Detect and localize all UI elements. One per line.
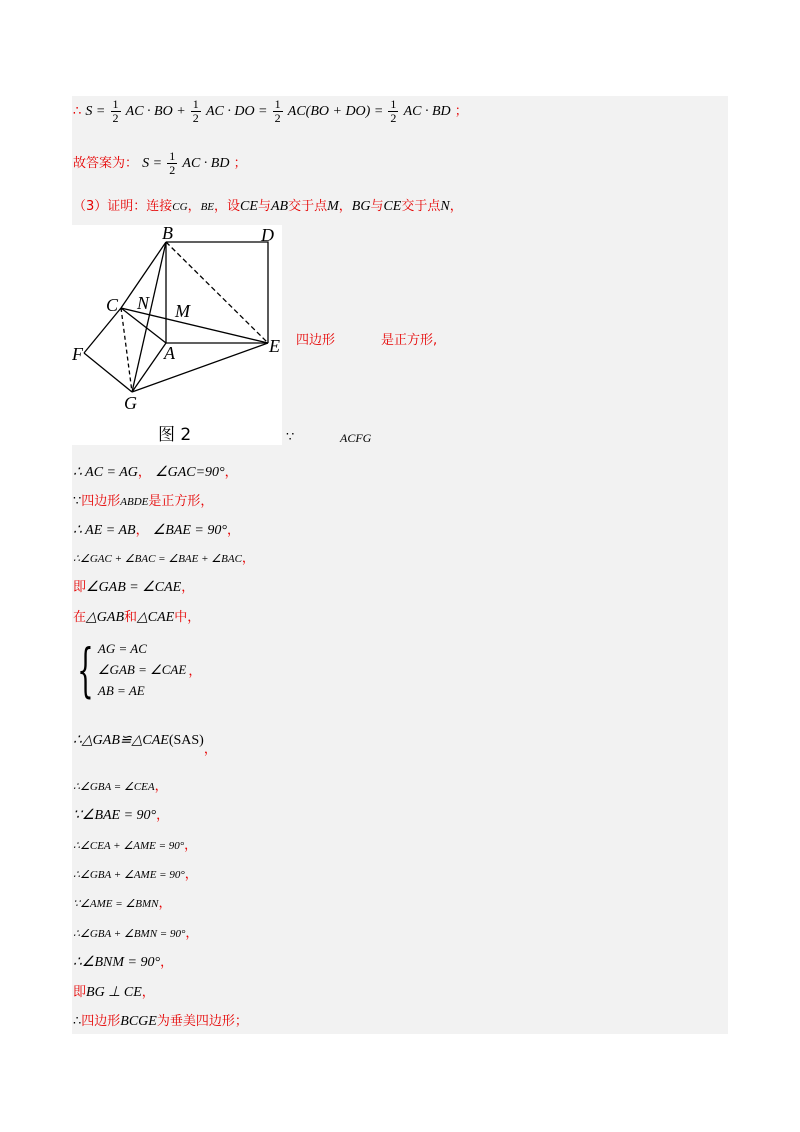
denominator: 2 xyxy=(169,163,176,177)
seg-be: BE xyxy=(200,201,215,213)
point-n: N xyxy=(440,199,450,214)
comma: ， xyxy=(156,808,170,823)
comma: ， xyxy=(241,551,255,566)
denominator: 2 xyxy=(192,111,199,125)
system-row-1: AG = AC xyxy=(97,641,147,656)
meet-text: 交于点 xyxy=(288,199,328,214)
step-14 xyxy=(73,955,173,971)
comma: ， xyxy=(226,523,240,538)
seg-ce: CE xyxy=(240,199,258,214)
answer-lhs: S = xyxy=(142,156,163,171)
line-end: ； xyxy=(233,156,247,171)
step-1-eq: ∴ AC = AG xyxy=(73,465,138,480)
comma: ， xyxy=(184,838,198,853)
congruence-system xyxy=(73,635,202,704)
seg-bg: BG xyxy=(351,199,371,214)
geometry-figure xyxy=(72,225,282,445)
answer-rhs: AC · BD xyxy=(182,156,230,171)
step-13-eq: ∴∠GBA + ∠BMN = 90° xyxy=(73,928,186,940)
answer-line xyxy=(73,150,247,177)
label-a: A xyxy=(164,343,175,363)
label-f: F xyxy=(72,344,83,364)
step-4 xyxy=(73,551,255,567)
step-16-conclusion: 为垂美四边形； xyxy=(156,1014,248,1029)
step-4-eq: ∴∠GAC + ∠BAC = ∠BAE + ∠BAC xyxy=(73,553,242,565)
label-g: G xyxy=(124,393,137,413)
left-brace: { xyxy=(77,635,94,704)
edge-fg xyxy=(84,353,132,392)
among-text: 中， xyxy=(174,610,201,625)
numerator: 1 xyxy=(390,97,397,111)
step-9-eq: ∵∠BAE = 90° xyxy=(73,808,157,823)
with-text: 与 xyxy=(257,199,271,214)
step-2-text-end: 是正方形， xyxy=(148,494,214,509)
step-5-eq: ∠GAB = ∠CAE xyxy=(86,580,182,595)
system-rows xyxy=(98,638,186,701)
figure-caption: 图 2 xyxy=(158,425,192,445)
point-m: M xyxy=(327,199,339,214)
in-text: 在 xyxy=(73,610,87,625)
comma: ， xyxy=(158,896,172,911)
comma: ， xyxy=(141,985,155,1000)
therefore-symbol: ∴ xyxy=(73,104,82,119)
comma: ， xyxy=(181,580,195,595)
label-m: M xyxy=(175,301,190,321)
step-2-text: 四边形 xyxy=(81,494,121,509)
step-8 xyxy=(73,779,168,795)
fraction-half xyxy=(191,98,201,125)
step-2 xyxy=(73,494,213,510)
step-12 xyxy=(73,896,171,912)
term-2: AC · DO = xyxy=(205,104,268,119)
meet-text: 交于点 xyxy=(401,199,441,214)
term-4: AC · BD xyxy=(403,104,451,119)
step-1-angle: ∠GAC=90° xyxy=(155,465,225,480)
step-9 xyxy=(73,808,169,824)
side-because: ∵ xyxy=(286,430,295,445)
comma: ， xyxy=(160,955,174,970)
because-symbol: ∵ xyxy=(73,494,82,509)
diag-be xyxy=(166,242,268,343)
seg-cg: CG xyxy=(172,201,188,213)
step-12-eq: ∵∠AME = ∠BMN xyxy=(73,898,159,910)
comma: ， xyxy=(137,465,151,480)
therefore-symbol: ∴ xyxy=(73,1014,82,1029)
answer-label: 故答案为： xyxy=(73,156,139,171)
step-6 xyxy=(73,610,200,626)
proof-intro-line xyxy=(73,199,463,215)
triangle-cae: △CAE xyxy=(137,610,175,625)
area-formula-line xyxy=(73,98,468,125)
step-1 xyxy=(73,465,238,481)
fraction-half xyxy=(167,150,177,177)
figure-svg xyxy=(72,225,282,445)
step-3 xyxy=(73,523,240,539)
side-acfg: ACFG xyxy=(340,431,372,445)
side-text-quadrilateral: 四边形 xyxy=(296,333,336,348)
numerator: 1 xyxy=(192,97,199,111)
term-3-paren: (BO + DO) = xyxy=(305,104,384,119)
comma: ， xyxy=(187,199,201,214)
step-3-angle: ∠BAE = 90° xyxy=(152,523,227,538)
sas-label: (SAS) xyxy=(168,733,204,748)
step-16-bcge: BCGE xyxy=(120,1014,157,1029)
denominator: 2 xyxy=(274,111,281,125)
term-3: AC xyxy=(287,104,306,119)
s-lhs: S = xyxy=(85,104,106,119)
fraction-half xyxy=(111,98,121,125)
term-1: AC · BO + xyxy=(125,104,186,119)
step-3-eq: ∴ AE = AB xyxy=(73,523,136,538)
step-15 xyxy=(73,985,155,1001)
seg-ab: AB xyxy=(270,199,289,214)
step-14-eq: ∴∠BNM = 90° xyxy=(73,955,161,970)
system-row-2: ∠GAB = ∠CAE xyxy=(97,662,187,677)
step-8-eq: ∴∠GBA = ∠CEA xyxy=(73,781,155,793)
comma: ， xyxy=(338,199,352,214)
fraction-half xyxy=(273,98,283,125)
set-text: ，设 xyxy=(214,199,241,214)
comma: ， xyxy=(185,926,199,941)
denominator: 2 xyxy=(112,111,119,125)
step-2-abde: ABDE xyxy=(120,496,149,508)
step-16-text: 四边形 xyxy=(81,1014,121,1029)
fraction-half xyxy=(388,98,398,125)
denominator: 2 xyxy=(390,111,397,125)
step-10 xyxy=(73,838,197,854)
label-c: C xyxy=(106,295,119,315)
seg-ce: CE xyxy=(383,199,402,214)
namely-text: 即 xyxy=(73,580,87,595)
comma: ， xyxy=(135,523,149,538)
part-3-label: （3）证明：连接 xyxy=(73,199,173,214)
step-16 xyxy=(73,1014,248,1030)
step-11 xyxy=(73,867,198,883)
comma: ， xyxy=(224,465,238,480)
comma: ， xyxy=(203,742,217,757)
comma: ， xyxy=(154,779,168,794)
numerator: 1 xyxy=(274,97,281,111)
system-row-3: AB = AE xyxy=(97,683,145,698)
congruence-statement: ∴△GAB≌△CAE xyxy=(73,733,169,748)
side-text-is-square: 是正方形, xyxy=(381,333,438,348)
perpendicular-statement: BG ⊥ CE xyxy=(86,985,142,1000)
label-n: N xyxy=(137,293,150,313)
with-text: 与 xyxy=(370,199,384,214)
numerator: 1 xyxy=(112,97,119,111)
and-text: 和 xyxy=(124,610,138,625)
step-13 xyxy=(73,926,198,942)
namely-text: 即 xyxy=(73,985,87,1000)
comma: ， xyxy=(188,664,202,679)
label-b: B xyxy=(162,225,173,243)
triangle-gab: △GAB xyxy=(86,610,124,625)
edge-ge xyxy=(132,343,268,392)
step-7 xyxy=(73,733,217,757)
step-10-eq: ∴∠CEA + ∠AME = 90° xyxy=(73,840,185,852)
step-11-eq: ∴∠GBA + ∠AME = 90° xyxy=(73,869,185,881)
comma: ， xyxy=(184,867,198,882)
label-e: E xyxy=(269,336,280,356)
step-5 xyxy=(73,580,194,596)
label-d: D xyxy=(261,225,274,245)
numerator: 1 xyxy=(169,149,176,163)
line-end: ； xyxy=(454,104,468,119)
diag-cg xyxy=(121,308,132,392)
comma: ， xyxy=(449,199,463,214)
